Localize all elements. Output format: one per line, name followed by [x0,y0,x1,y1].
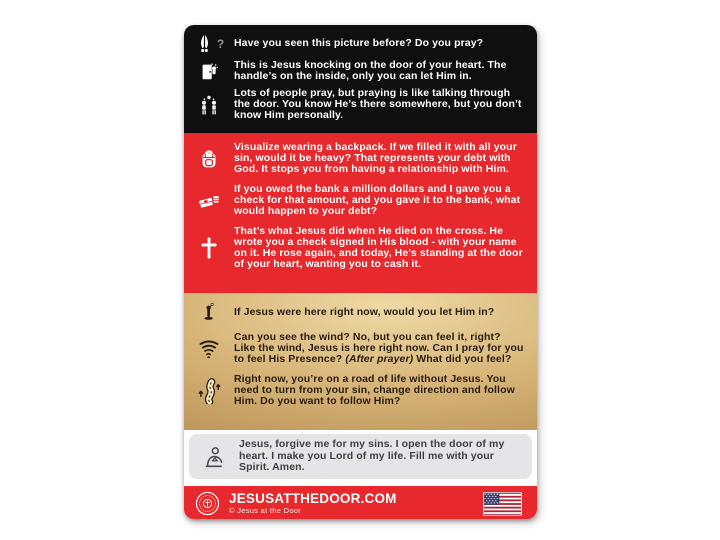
tract-line-part: What did you feel? [413,353,512,365]
list-item [184,374,537,407]
list-item [184,226,537,270]
copyright-text: © Jesus at the Door [229,506,302,515]
money-stack-icon [184,188,234,213]
person-at-door-icon [184,301,234,323]
list-item [184,301,537,323]
section-tan [184,293,537,430]
prayer-text: Jesus, forgive me for my sins. I open the door of my heart. I make you Lord of my life. Fill me with your Spirit. Amen. [239,438,505,474]
question-mark: ? [216,36,225,51]
praying-hands-icon [184,33,234,54]
wind-icon [184,337,234,361]
jesus-knocking-door-icon [184,60,234,82]
jesus-at-the-door-logo [195,491,220,516]
tract-line [234,332,537,365]
list-item [184,33,537,54]
list-item [184,88,537,121]
tract-line: If you owed the bank a million dollars and I gave you a check for that amount, and you gave it to the bank, what would happen to your debt? [234,183,521,217]
tract-line: That’s what Jesus did when He died on the cross. He wrote you a check signed in His blood - with your name on it. He rose again, and today, He’s standing at the door of your heart, wanting you to cash it. [234,225,523,270]
section-black [184,25,537,133]
list-item [184,142,537,175]
tract-line: Have you seen this picture before? Do you pray? [234,37,484,49]
tract-line: Right now, you’re on a road of life without Jesus. You need to turn from your sin, change direction and follow Him. Do you want to follow Him? [234,373,515,407]
after-prayer-note: (After prayer) [345,353,414,365]
us-flag-icon [483,492,522,516]
tract-line: If Jesus were here right now, would you let Him in? [234,305,495,318]
section-prayer [184,434,537,486]
list-item [184,184,537,217]
list-item [184,332,537,365]
tract-line: Lots of people pray, but praying is like talking through the door. You know He’s there somewhere, but you don’t know Him personally. [234,87,522,121]
two-people-icon [184,93,234,117]
footer [184,486,537,519]
tract-line: Visualize wearing a backpack. If we filled it with all your sin, would it be heavy? That represents your debt with God. It stops you from having a relationship with Him. [234,141,517,175]
tract-line-part: Can you see the wind? No, but you can feel it, right? Like the wind, Jesus is here right now. Can I pray for you to feel His Presence? [234,331,524,365]
cross-icon [184,235,234,261]
tract-line: This is Jesus knocking on the door of your heart. The handle’s on the inside, only you can let Him in. [234,59,507,82]
praying-person-icon [189,444,239,470]
road-icon [184,378,234,404]
prayer-box [189,434,532,479]
site-block [229,492,397,515]
gospel-tract-card [184,25,537,519]
backpack-icon [184,147,234,171]
section-red [184,133,537,293]
website-url: JESUSATTHEDOOR.COM [229,491,397,506]
list-item [184,60,537,82]
